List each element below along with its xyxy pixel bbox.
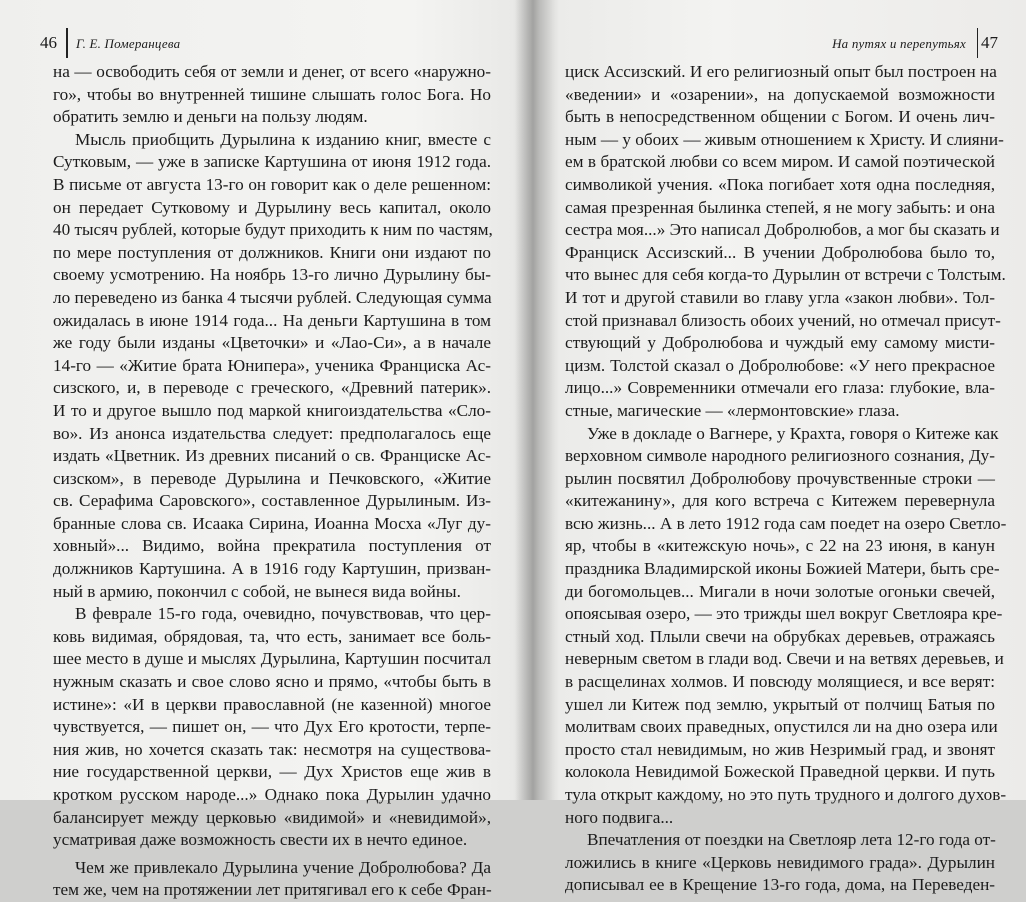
text-line: усматривая даже возможность свести их в нечто единое.: [53, 830, 468, 850]
text-line: самая презренная былинка степей, я не могу забыть: и она: [565, 197, 995, 217]
text-line: ным — у обоих — живым отношением к Христу. И слияни-: [565, 129, 1004, 149]
left-running-head: Г. Е. Померанцева: [76, 36, 181, 51]
text-line: шее место в душе и мыслях Дурылина, Картушин посчитал: [53, 649, 491, 669]
text-line: ушел ли Китеж под землю, укрытый от полчищ Батыя по: [565, 694, 995, 714]
text-line: ный в армию, покончил с собой, не вынеся вида войны.: [53, 581, 461, 601]
text-line: В феврале 15-го года, очевидно, почувствовав, что цер-: [75, 604, 491, 624]
text-line: ложились в книге «Церковь невидимого града». Дурылин: [565, 852, 995, 872]
text-line: что вынес для себя когда-то Дурылин от встречи с Толстым.: [565, 265, 1006, 285]
text-line: Впечатления от поездки на Светлояр лета 12-го года от-: [587, 830, 996, 850]
text-line: И тот и другой ставили во главу угла «закон любви». Тол-: [565, 287, 995, 307]
right-page: [530, 0, 1026, 895]
text-line: чувствуется, — пишет он, — что Дух Его кротости, терпе-: [53, 717, 491, 737]
text-line: ковь видимая, обрядовая, та, что есть, занимает все боль-: [53, 626, 491, 646]
text-line: цизм. Толстой сказал о Добролюбове: «У него прекрасное: [565, 355, 995, 375]
text-line: просто стал невидимым, но жив Незримый град, и звонят: [565, 739, 995, 759]
text-line: во». Из анонса издательства следует: предполагалось еще: [53, 423, 491, 443]
right-page-text: [565, 61, 1007, 897]
text-line: В письме от августа 13-го он говорит как о деле решенном:: [53, 174, 491, 194]
text-line: Чем же привлекало Дурылина учение Добролюбова? Да: [75, 857, 491, 877]
text-line: в расщелинах холмов. И повсюду молящиеся, и все верят:: [565, 672, 995, 692]
text-line: лицо...» Современники отмечали его глаза: глубокие, вла-: [565, 378, 995, 398]
header-divider: [977, 28, 979, 58]
text-line: стой признавал близость обоих учений, но отмечал присут-: [565, 310, 1001, 330]
text-line: тем же, чем на протяжении лет притягивал его к себе Фран-: [53, 880, 492, 900]
text-line: ховный»... Видимо, война прекратила поступления от: [53, 536, 491, 556]
text-line: 14-го — «Житие брата Юнипера», ученика Франциска Ас-: [53, 355, 491, 375]
text-line: издать «Цветник. Из древних писаний о св. Франциске Ас-: [53, 446, 491, 466]
text-line: он передает Сутковому и Дурылину весь капитал, около: [53, 197, 491, 217]
text-line: истине»: «И в церкви православной (не казенной) многое: [53, 694, 491, 714]
text-line: должников Картушина. А в 1916 году Картушин, призван-: [53, 559, 491, 579]
text-line: И то и другое вышло под маркой книгоиздательства «Сло-: [53, 400, 491, 420]
text-line: рылин посвятил Добролюбову прочувственные строки —: [565, 468, 995, 488]
text-line: праздника Владимирской иконы Божией Матери, быть сре-: [565, 559, 1000, 579]
text-line: обратить землю и деньги на пользу людям.: [53, 107, 368, 127]
right-page-header: [530, 30, 998, 60]
header-divider: [66, 28, 68, 58]
text-line: опоясывая озеро, — это трижды шел вокруг Светлояра кре-: [565, 604, 1003, 624]
text-line: «китежанину», для кого встреча с Китежем перевернула: [565, 491, 995, 511]
text-line: тула открыт каждому, но это путь трудного и долгого духов-: [565, 785, 1007, 804]
text-line: бранные слова св. Исаака Сирина, Иоанна Мосха «Луг ду-: [53, 513, 491, 533]
text-line: нужным сказать и свое слово ясно и прямо, «чтобы быть в: [53, 672, 491, 692]
text-line: дописывал ее в Крещение 13-го года, дома, на Переведен-: [565, 875, 995, 895]
text-line: циск Ассизский. И его религиозный опыт был построен на: [565, 62, 997, 81]
text-line: своему усмотрению. На ноябрь 13-го лично Дурылину бы-: [53, 265, 491, 285]
text-line: верховном символе народного религиозного сознания, Ду-: [565, 446, 995, 466]
text-line: ние государственной церкви, — Дух Христов еще жив в: [53, 762, 491, 782]
text-line: на — освободить себя от земли и денег, от всего «наружно-: [53, 62, 491, 81]
text-line: символикой учения. «Пока погибает хотя одна последняя,: [565, 174, 995, 194]
text-line: кротком русском народе...» Однако пока Дурылин удачно: [53, 785, 491, 804]
left-page-number: 46: [40, 33, 57, 52]
left-page-header: [40, 30, 510, 60]
text-line: ди богомольцев... Мигали в ночи золотые огоньки свечей,: [565, 581, 995, 601]
right-page-number: 47: [981, 33, 998, 52]
text-line: неверным светом в глади вод. Свечи и на ветвях деревьев, и: [565, 649, 1004, 669]
text-line: молитвам своих праведных, опустился ли на дно озера или: [565, 717, 998, 737]
text-line: по мере поступления от должников. Книги они издают по: [53, 242, 491, 262]
text-line: же году были изданы «Цветочки» и «Лао-Си», а в начале: [53, 333, 491, 353]
text-line: ного подвига...: [565, 807, 674, 827]
text-line: св. Серафима Саровского», составленное Дурылиным. Из-: [53, 491, 491, 511]
text-line: ем в братской любви со всем миром. И самой поэтической: [565, 152, 995, 172]
text-line: ло переведено из банка 4 тысячи рублей. Следующая сумма: [53, 287, 492, 307]
text-line: сестра моя...» Это написал Добролюбов, а мог бы сказать и: [565, 220, 1000, 240]
text-line: Сутковым, — уже в записке Картушина от июня 1912 года.: [53, 152, 491, 172]
text-line: балансирует между церковью «видимой» и «невидимой»,: [53, 807, 491, 827]
text-line: го», чтобы во внутренней тишине слышать голос Бога. Но: [53, 84, 491, 104]
text-line: ожидалась в июне 1914 года... На деньги Картушина в том: [53, 310, 491, 330]
text-line: всю жизнь... А в лето 1912 года сам поедет на озеро Светло-: [565, 513, 1007, 533]
text-line: колокола Невидимой Божеской Праведной церкви. И путь: [565, 762, 995, 782]
text-line: Мысль приобщить Дурылина к изданию книг, вместе с: [75, 129, 491, 149]
text-line: Франциск Ассизский... В учении Добролюбова было то,: [565, 242, 995, 262]
text-line: ствующий у Добролюбова и чуждый ему самому мисти-: [565, 333, 995, 353]
text-line: ния жив, но хочется сказать так: несмотря на существова-: [53, 739, 491, 759]
text-line: сизском», в переводе Дурылина и Печковского, «Житие: [53, 468, 491, 488]
text-line: стный ход. Плыли свечи на обрубках деревьев, отражаясь: [565, 626, 995, 646]
text-line: 40 тысяч рублей, которые будут приходить к ним по частям,: [53, 220, 493, 240]
right-running-head: На путях и перепутьях: [832, 36, 966, 51]
text-line: сизского, и, в переводе с греческого, «Древний патерик».: [53, 378, 491, 398]
text-line: яр, чтобы в «китежскую ночь», с 22 на 23 июня, в канун: [565, 536, 995, 556]
text-line: Уже в докладе о Вагнере, у Крахта, говоря о Китеже как: [587, 423, 999, 443]
left-page-text: [53, 61, 491, 902]
text-line: «ведении» и «озарении», на допускаемой возможности: [565, 84, 995, 104]
text-line: быть в непосредственном общении с Богом. И очень лич-: [565, 107, 995, 127]
text-line: стные, магические — «лермонтовские» глаза.: [565, 400, 900, 420]
